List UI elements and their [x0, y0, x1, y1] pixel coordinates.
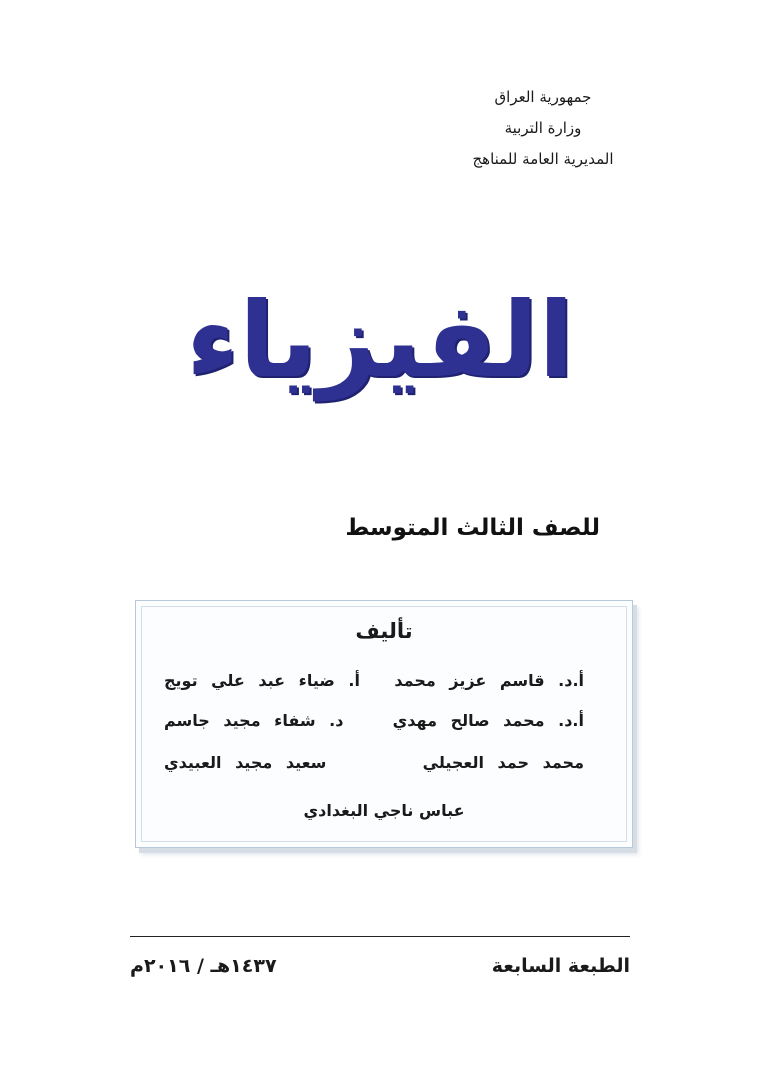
header-line-republic: جمهورية العراق [494, 88, 592, 106]
publication-date: ١٤٣٧هـ / ٢٠١٦م [130, 955, 277, 977]
header-line-ministry: وزارة التربية [504, 119, 582, 137]
authors-box [135, 600, 633, 848]
author-row [164, 753, 584, 783]
author-name: أ.د. قاسم عزيز محمد [394, 671, 584, 690]
author-row [164, 671, 584, 701]
author-name: د. شفاء مجيد جاسم [164, 711, 344, 730]
grade-subtitle: للصف الثالث المتوسط [345, 515, 600, 541]
author-name: أ. ضياء عبد علي تويج [164, 671, 360, 690]
author-name: عباس ناجي البغدادي [303, 801, 465, 820]
header-line-directorate: المديرية العامة للمناهج [472, 150, 614, 168]
author-row [164, 711, 584, 741]
edition-label: الطبعة السابعة [491, 955, 630, 977]
author-name: أ.د. محمد صالح مهدي [392, 711, 584, 730]
ministry-header [443, 82, 643, 175]
footer-divider [130, 936, 630, 937]
author-name: محمد حمد العجيلي [422, 753, 584, 772]
book-title: الفيزياء [186, 279, 574, 401]
author-name: سعيد مجيد العبيدي [164, 753, 327, 772]
authors-heading: تأليف [355, 619, 413, 643]
